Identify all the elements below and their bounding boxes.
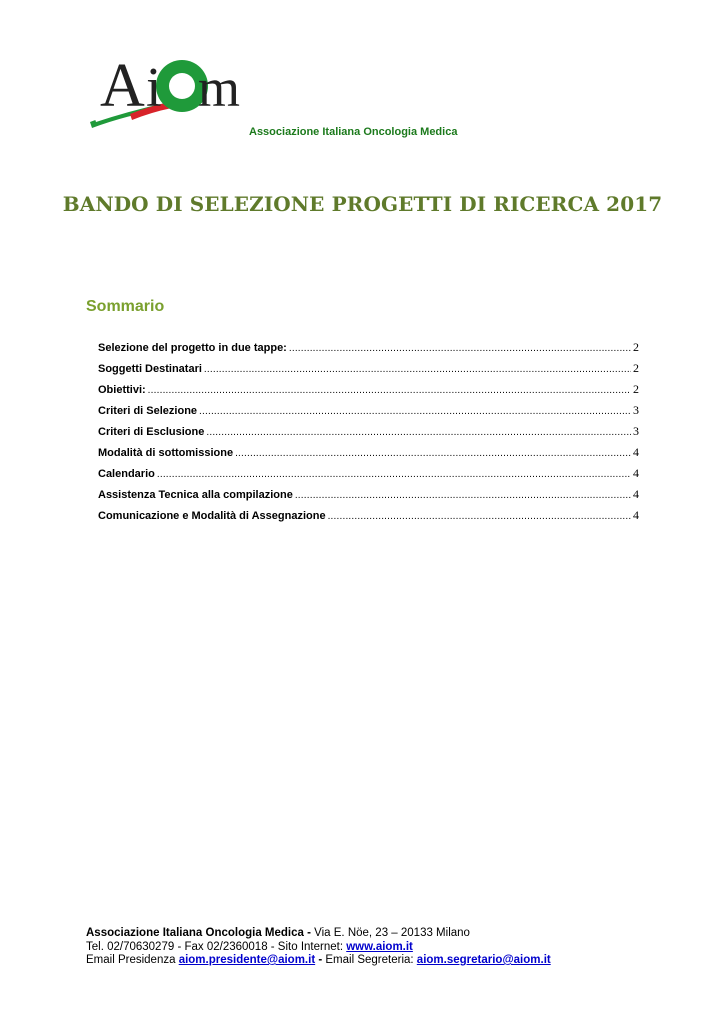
toc-entry-page: 4 [633, 466, 639, 480]
svg-text:A: A [100, 52, 145, 120]
toc-dot-leader [206, 426, 631, 438]
toc-entry-label: Soggetti Destinatari [98, 363, 202, 375]
toc-entry[interactable] [98, 382, 639, 403]
svg-text:i: i [146, 57, 162, 119]
toc-entry[interactable] [98, 508, 639, 529]
website-link[interactable]: www.aiom.it [346, 940, 413, 953]
toc-heading: Sommario [86, 298, 165, 315]
footer-separator: - [315, 954, 326, 966]
email-secretary-link[interactable]: aiom.segretario@aiom.it [416, 954, 551, 966]
footer-address: Via E. Nöe, 23 – 20133 Milano [310, 927, 470, 939]
toc-entry-page: 3 [633, 424, 639, 438]
toc-dot-leader [199, 405, 631, 417]
toc-dot-leader [295, 489, 631, 501]
toc-dot-leader [289, 342, 631, 354]
toc-entry-page: 4 [633, 487, 639, 501]
toc-entry-label: Assistenza Tecnica alla compilazione [98, 489, 293, 501]
document-title: BANDO DI SELEZIONE PROGETTI DI RICERCA 2017 [62, 192, 663, 216]
toc-entry[interactable] [98, 487, 639, 508]
email-presidency-link[interactable]: aiom.presidente@aiom.it [178, 954, 316, 966]
toc-dot-leader [148, 384, 631, 396]
toc-entry[interactable] [98, 445, 639, 466]
toc-entry[interactable] [98, 424, 639, 445]
toc-dot-leader [235, 447, 631, 459]
toc-dot-leader [157, 468, 631, 480]
toc-entry-page: 3 [633, 403, 639, 417]
toc-entry-label: Obiettivi: [98, 384, 146, 396]
toc-dot-leader [204, 363, 631, 375]
toc-entry-page: 2 [633, 340, 639, 354]
aiom-logo [86, 48, 251, 128]
toc-entry-label: Comunicazione e Modalità di Assegnazione [98, 510, 326, 522]
table-of-contents [98, 340, 639, 529]
svg-text:m: m [198, 58, 241, 118]
footer [86, 927, 551, 968]
toc-entry-label: Selezione del progetto in due tappe: [98, 342, 287, 354]
toc-entry-label: Criteri di Esclusione [98, 426, 205, 438]
toc-entry-page: 4 [633, 445, 639, 459]
toc-entry-label: Criteri di Selezione [98, 405, 198, 417]
email-presidency-label: Email Presidenza [86, 954, 179, 966]
toc-dot-leader [328, 510, 631, 522]
toc-entry-page: 4 [633, 508, 639, 522]
toc-entry[interactable] [98, 361, 639, 382]
toc-entry[interactable] [98, 403, 639, 424]
footer-phone: Tel. 02/70630279 - Fax 02/2360018 - Sito Internet: [86, 940, 347, 953]
toc-entry[interactable] [98, 466, 639, 487]
email-secretary-label: Email Segreteria: [325, 954, 417, 966]
association-subtitle: Associazione Italiana Oncologia Medica [249, 126, 458, 138]
toc-entry-page: 2 [633, 382, 639, 396]
toc-entry-label: Calendario [98, 468, 155, 480]
toc-entry-page: 2 [633, 361, 639, 375]
toc-entry[interactable] [98, 340, 639, 361]
footer-org: Associazione Italiana Oncologia Medica - [86, 927, 311, 939]
toc-entry-label: Modalità di sottomissione [98, 447, 234, 459]
